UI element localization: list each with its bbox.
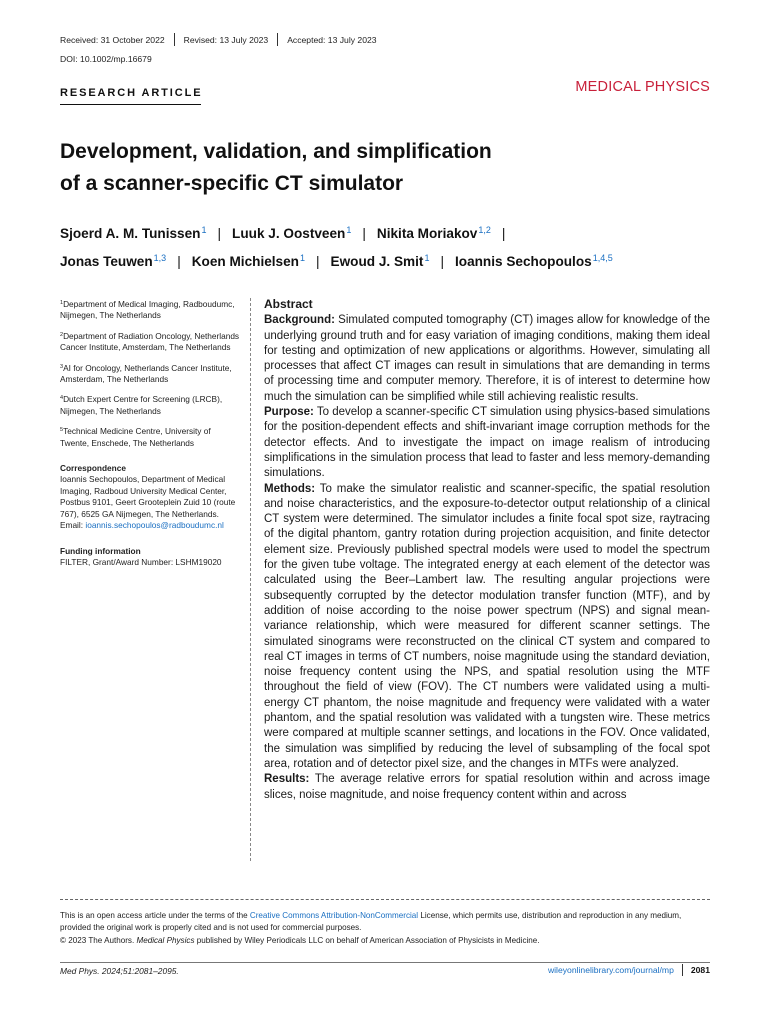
article-history xyxy=(60,33,377,46)
title-line-2: of a scanner-specific CT simulator xyxy=(60,172,404,195)
affiliation-text: Department of Medical Imaging, Radboudumc, Nijmegen, The Netherlands xyxy=(60,299,235,321)
page-number: 2081 xyxy=(690,965,710,975)
author-affiliation-number[interactable]: 1 xyxy=(424,253,430,263)
background-text: Simulated computed tomography (CT) images allow for knowledge of the underlying ground truth and for easy variation of imaging conditions, making them ideal for testing and optimization of new applications or algorithms. However, simulating all processes that affect CT images can result in simulations that are demanding in terms of processing time and computer memory. Therefore, it is of interest to determine how much the simulation can be simplified while still achieving realistic results. xyxy=(264,314,710,403)
affiliation-item xyxy=(60,425,240,449)
correspondence-email-line xyxy=(60,520,240,531)
article-type: RESEARCH ARTICLE xyxy=(60,87,203,99)
license-pre: This is an open access article under the terms of the xyxy=(60,911,250,920)
affiliation-item xyxy=(60,298,240,322)
author-affiliation-number[interactable]: 1,4,5 xyxy=(592,253,613,263)
license-link[interactable]: Creative Commons Attribution-NonCommercial xyxy=(249,911,419,920)
author-affiliation-number[interactable]: 1,3 xyxy=(153,253,167,263)
funding-text: FILTER, Grant/Award Number: LSHM19020 xyxy=(60,556,222,567)
received-date: Received: 31 October 2022 xyxy=(60,34,165,45)
funding-heading: Funding information xyxy=(60,545,141,556)
abstract-heading: Abstract xyxy=(264,297,313,311)
affiliation-text: Department of Radiation Oncology, Netherlands Cancer Institute, Amsterdam, The Netherlands xyxy=(60,330,240,353)
abstract-background xyxy=(264,313,710,405)
author-separator: | xyxy=(440,254,444,269)
title-line-1: Development, validation, and simplification xyxy=(60,140,492,163)
author-separator: | xyxy=(362,226,366,241)
affiliation-number: 5 xyxy=(60,427,64,434)
copyright-pre: © 2023 The Authors. xyxy=(60,935,137,945)
results-text: The average relative errors for spatial resolution within and across image slices, noise magnitude, and noise frequency content within and across xyxy=(264,773,710,801)
abstract-results xyxy=(264,772,710,803)
author-name[interactable]: Jonas Teuwen xyxy=(60,254,153,269)
correspondence-text: Ioannis Sechopoulos, Department of Medical Imaging, Radboud University Medical Center, Postbus 9101, Geert Grooteplein Zuid 10 (route 767), 6525 GA Nijmegen, The Netherlands. xyxy=(60,474,236,519)
affiliation-text: Technical Medicine Centre, University of Twente, Enschede, The Netherlands xyxy=(60,426,211,448)
history-separator xyxy=(277,33,278,46)
affiliation-number: 4 xyxy=(60,395,64,402)
results-label: Results: xyxy=(264,773,310,786)
author-row xyxy=(60,218,730,246)
author-name[interactable]: Nikita Moriakov xyxy=(376,226,478,241)
sidebar xyxy=(60,298,240,568)
correspondence-heading: Correspondence xyxy=(60,463,126,474)
accepted-date: Accepted: 13 July 2023 xyxy=(287,34,377,45)
author-affiliation-number[interactable]: 1 xyxy=(299,253,305,263)
methods-label: Methods: xyxy=(264,482,316,495)
footnote-divider xyxy=(60,899,710,900)
abstract xyxy=(264,297,710,803)
author-name[interactable]: Ioannis Sechopoulos xyxy=(454,254,592,269)
funding-block xyxy=(60,546,240,569)
journal-name: MEDICAL PHYSICS xyxy=(575,79,710,95)
footer-divider xyxy=(60,962,710,963)
correspondence-block xyxy=(60,463,240,531)
article-type-underline xyxy=(60,104,201,105)
author-list xyxy=(60,218,730,274)
affiliation-number: 3 xyxy=(60,363,64,370)
history-separator xyxy=(174,33,175,46)
author-name[interactable]: Sjoerd A. M. Tunissen xyxy=(60,226,201,241)
journal-url[interactable]: wileyonlinelibrary.com/journal/mp xyxy=(547,965,674,975)
footer-right xyxy=(400,964,710,976)
author-affiliation-number[interactable]: 1,2 xyxy=(478,225,491,235)
abstract-methods xyxy=(264,482,710,773)
footer-separator xyxy=(682,964,683,976)
author-row xyxy=(60,246,730,274)
column-divider xyxy=(250,298,251,861)
affiliation-text: AI for Oncology, Netherlands Cancer Institute, Amsterdam, The Netherlands xyxy=(60,362,232,385)
methods-text: To make the simulator realistic and scanner-specific, the spatial resolution and noise characteristics, and the exposure-to-detector output relationship of a clinical CT system were determined. The simulator includes a finite focal spot size, raytracing of the digital phantom, gantry rotation during projection acquisition, and finite detector element size. Previously published spectral models were used to model the spectrum for the given tube voltage. The integrated energy at each element of the detector was calculated using the Beer–Lambert law. The resulting angular projections were subsequently corrupted by the detector modulation transfer function (MTF), and by addition of noise according to the noise power spectrum (NPS) and signal mean-variance relationship, which were measured for different scanner settings. The simulated sinograms were reconstructed on the clinical CT system and compared to real CT images in terms of CT numbers, noise magnitude using the standard deviation, noise frequency content using the NPS, and spatial resolution using the MTF throughout the field of view (FOV). The CT numbers were validated using a multi-energy CT phantom, the noise magnitude and frequency were validated with a water phantom, and the spatial resolution was validated with a tungsten wire. These metrics were compared at multiple scanner settings, and locations in the FOV. Once validated, the simulation was simplified by reducing the level of subsampling of the focal spot area, rotation and of detector pixel size, and the changes in MTFs were analyzed. xyxy=(264,482,710,770)
affiliation-number: 2 xyxy=(60,331,64,338)
affiliation-item xyxy=(60,393,240,417)
purpose-text: To develop a scanner-specific CT simulation using physics-based simulations for the position-dependent effects and shift-invariant image corruption methods for the detector effects. And to investigate the impact on image realism of introducing simplifications in the simulation process that lead to faster and less memory-demanding simulations. xyxy=(264,406,710,480)
author-affiliation-number[interactable]: 1 xyxy=(201,225,207,235)
author-name[interactable]: Luuk J. Oostveen xyxy=(232,226,346,241)
author-name[interactable]: Koen Michielsen xyxy=(191,254,299,269)
author-separator: | xyxy=(217,226,222,241)
paper-title xyxy=(60,136,660,200)
email-label: Email: xyxy=(60,520,86,531)
author-name[interactable]: Ewoud J. Smit xyxy=(330,254,424,269)
affiliation-item xyxy=(60,330,240,354)
author-separator: | xyxy=(501,226,506,241)
revised-date: Revised: 13 July 2023 xyxy=(183,34,269,45)
copyright-line xyxy=(60,935,710,947)
purpose-label: Purpose: xyxy=(264,406,314,419)
license-post: License, which permits use, distribution and reproduction in any medium, provided the original work is properly cited and is not used for commercial purposes. xyxy=(60,911,682,933)
author-affiliation-number[interactable]: 1 xyxy=(346,225,352,235)
affiliation-number: 1 xyxy=(60,300,64,306)
citation: Med Phys. 2024;51:2081–2095. xyxy=(60,966,179,976)
abstract-purpose xyxy=(264,405,710,481)
license-text xyxy=(60,910,710,935)
author-separator: | xyxy=(316,254,320,269)
license-note xyxy=(60,910,710,947)
doi[interactable]: DOI: 10.1002/mp.16679 xyxy=(60,54,152,64)
copyright-journal: Medical Physics xyxy=(136,935,195,945)
background-label: Background: xyxy=(264,314,335,327)
email-link[interactable]: ioannis.sechopoulos@radboudumc.nl xyxy=(85,520,224,531)
affiliation-item xyxy=(60,362,240,386)
copyright-post: published by Wiley Periodicals LLC on behalf of American Association of Physicists in Medicine. xyxy=(194,935,540,945)
affiliation-text: Dutch Expert Centre for Screening (LRCB), Nijmegen, The Netherlands xyxy=(60,394,223,416)
author-separator: | xyxy=(177,254,181,269)
